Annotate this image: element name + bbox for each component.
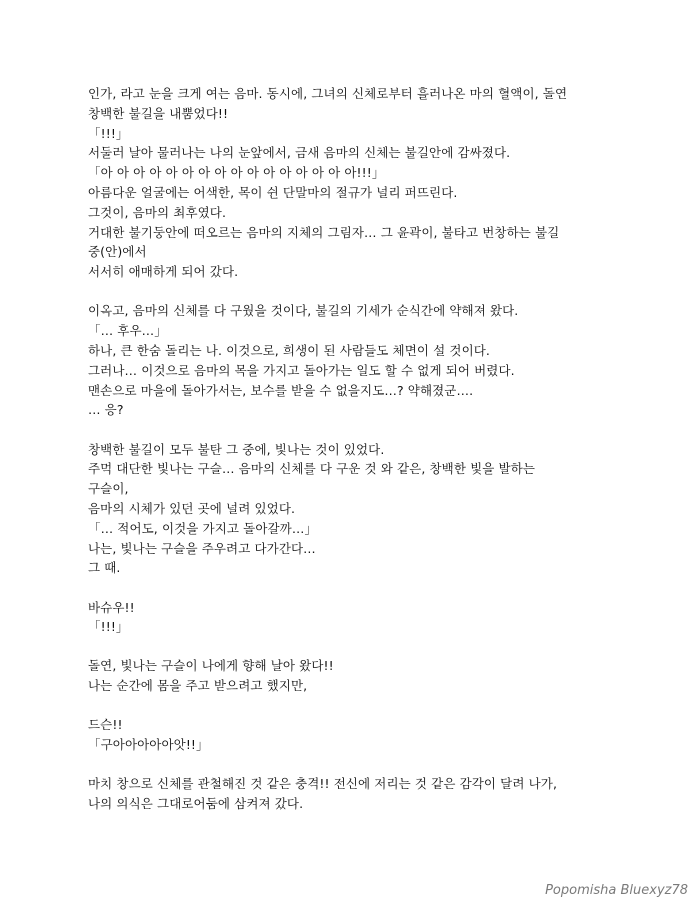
text-line: 「… 적어도, 이것을 가지고 돌아갈까…」 xyxy=(88,520,318,536)
text-line: 구슬이, xyxy=(88,481,129,497)
text-line: 음마의 시체가 있던 곳에 널려 있었다. xyxy=(88,500,296,516)
text-line: 중(안)에서 xyxy=(88,244,147,260)
text-line: 그 때. xyxy=(88,560,121,576)
text-line: 바슈우!! xyxy=(88,599,135,615)
text-line: 서서히 애매하게 되어 갔다. xyxy=(88,264,239,280)
text-line: 이옥고, 음마의 신체를 다 구웠을 것이다, 불길의 기세가 순식간에 약해져 왔다. xyxy=(88,303,519,319)
paragraph-gap xyxy=(88,578,668,597)
text-line: 마치 창으로 신체를 관철해진 것 같은 충격!! 전신에 저리는 것 같은 감각이 달려 나가, xyxy=(88,776,558,792)
text-line: 나는 순간에 몸을 주고 받으려고 했지만, xyxy=(88,678,308,694)
text-line: 그러나… 이것으로 음마의 목을 가지고 돌아가는 일도 할 수 없게 되어 버렸다. xyxy=(88,362,515,378)
text-line: 나는, 빛나는 구슬을 주우려고 다가간다… xyxy=(88,540,316,556)
text-line: 「아 아 아 아 아 아 아 아 아 아 아 아 아 아 아 아!!!」 xyxy=(88,165,385,181)
paragraph-2 xyxy=(88,301,668,420)
text-line: 인가, 라고 눈을 크게 여는 음마. 동시에, 그녀의 신체로부터 흘러나온 마의 혈액이, 돌연 xyxy=(88,86,568,101)
paragraph-gap xyxy=(88,755,668,774)
text-line: 나의 의식은 그대로어둠에 삼켜져 갔다. xyxy=(88,796,304,812)
paragraph-4 xyxy=(88,598,668,638)
paragraph-gap xyxy=(88,282,668,301)
text-line: 「구아아아아아앗!!」 xyxy=(88,737,209,753)
paragraph-gap xyxy=(88,420,668,439)
paragraph-7 xyxy=(88,774,668,814)
text-line: 창백한 불길이 모두 불탄 그 중에, 빛나는 것이 있었다. xyxy=(88,441,385,457)
paragraph-gap xyxy=(88,637,668,656)
paragraph-5 xyxy=(88,656,668,696)
text-line: 창백한 불길을 내뿜었다!! xyxy=(88,105,229,121)
text-line: 주먹 대단한 빛나는 구슬… 음마의 신체를 다 구운 것 와 같은, 창백한 빛을 발하는 xyxy=(88,461,536,477)
text-line: 거대한 불기둥안에 떠오르는 음마의 지체의 그림자… 그 윤곽이, 불타고 번창하는 불길 xyxy=(88,224,560,240)
text-line: 드슨!! xyxy=(88,717,123,733)
text-line: 돌연, 빛나는 구슬이 나에게 향해 날아 왔다!! xyxy=(88,658,334,674)
text-line: 서둘러 날아 물러나는 나의 눈앞에서, 금새 음마의 신체는 불길안에 감싸졌다. xyxy=(88,145,511,161)
text-line: 하나, 큰 한숨 돌리는 나. 이것으로, 희생이 된 사람들도 체면이 설 것이다. xyxy=(88,342,491,358)
text-line: 「!!!」 xyxy=(88,619,129,635)
document-body xyxy=(88,84,668,814)
text-line: … 응? xyxy=(88,402,124,418)
text-line: 그것이, 음마의 최후였다. xyxy=(88,204,227,220)
text-line: 아름다운 얼굴에는 어색한, 목이 쉰 단말마의 절규가 널리 퍼뜨린다. xyxy=(88,184,458,200)
text-line: 맨손으로 마을에 돌아가서는, 보수를 받을 수 없을지도…? 약해졌군…. xyxy=(88,382,474,398)
paragraph-gap xyxy=(88,696,668,715)
paragraph-6 xyxy=(88,715,668,755)
paragraph-3 xyxy=(88,440,668,579)
footer-credit: Popomisha Bluexyz78 xyxy=(545,883,688,898)
paragraph-1 xyxy=(88,84,668,282)
text-line: 「… 후우…」 xyxy=(88,323,167,339)
text-line: 「!!!」 xyxy=(88,125,129,141)
